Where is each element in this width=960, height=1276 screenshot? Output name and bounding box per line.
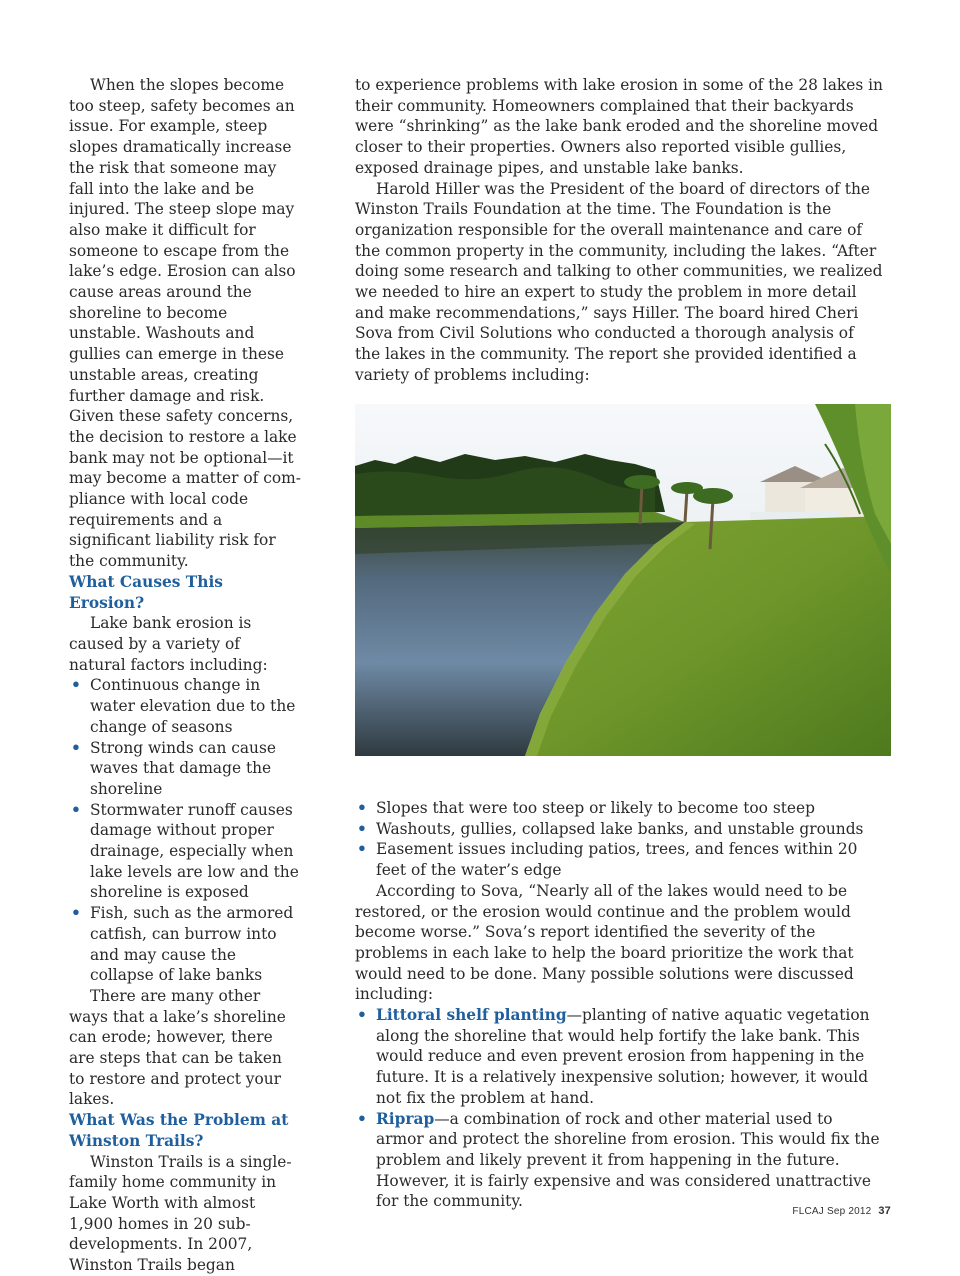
problem-paragraph: Winston Trails is a single-family home community in Lake Worth with almost 1,900 homes in 20 sub-developments. In 2007, Winston Trails began [69,1152,292,1275]
list-item: • Slopes that were too steep or likely to become too steep [355,798,883,819]
right-column-bottom [355,798,883,1212]
page-footer [792,1205,891,1217]
list-item [355,1005,883,1109]
list-item: • Easement issues including patios, trees, and fences within 20 feet of the water’s edge [355,839,883,880]
solution-term: Riprap [376,1109,435,1128]
heading-problem: What Was the Problem at Winston Trails? [69,1111,289,1150]
left-column [69,75,301,1276]
lake-photo-illustration [355,404,891,756]
solution-term: Littoral shelf planting [376,1006,567,1025]
problems-list [355,798,883,881]
continuation-paragraph: to experience problems with lake erosion in some of the 28 lakes in their community. Homeowners complained that their backyards were “shrinking” as the lake bank eroded and the shoreline moved closer to their properties. Owners also reported visible gullies, exposed drainage pipes, and unstable lake banks. [355,76,883,177]
list-item [355,1109,883,1213]
issue-date: Sep 2012 [826,1206,872,1217]
intro-paragraph: When the slopes become too steep, safety becomes an issue. For example, steep slopes dramatically increase the risk that someone may fall into the lake and be injured. The steep slope may also make it difficult for someone to escape from the lake’s edge. Erosion can also cause areas around the shoreline to become unstable. Washouts and gullies can emerge in these unstable areas, creating further damage and risk. Given these safety concerns, the decision to restore a lake bank may not be optional—it may become a matter of compliance with local code requirements and a significant liability risk for the community. [69,76,301,571]
causes-intro-paragraph: Lake bank erosion is caused by a variety of natural factors including: [69,614,268,674]
solution-text: —a combination of rock and other material used to armor and protect the shoreline from erosion. This would fix the problem and likely prevent it from happening in the future. However, it is fairly expensive and was considered unattractive for the community. [376,1109,880,1211]
solution-text: —planting of native aquatic vegetation along the shoreline that would help fortify the lake bank. This would reduce and even prevent erosion from happening in the future. It is a relatively inexpensive solution; however, it would not fix the problem at hand. [376,1006,870,1107]
publication-name: FLCAJ [792,1206,824,1217]
sova-paragraph: According to Sova, “Nearly all of the lakes would need to be restored, or the erosion would continue and the problem would become worse.” Sova’s report identified the severity of the problems in each lake to help the board prioritize the work that would need to be done. Many possible solutions were discussed including: [355,881,854,1004]
list-item: • Fish, such as the armored catfish, can burrow into and may cause the collapse of lake banks [69,903,301,986]
solutions-list [355,1005,883,1212]
heading-causes: What Causes This Erosion? [69,572,223,612]
causes-outro-paragraph: There are many other ways that a lake’s shoreline can erode; however, there are steps that can be taken to restore and protect your lakes. [69,986,286,1109]
list-item: • Washouts, gullies, collapsed lake banks, and unstable grounds [355,819,883,840]
page-number: 37 [878,1205,891,1217]
lake-shoreline-photo [355,404,891,756]
list-item: • Stormwater runoff causes damage without proper drainage, especially when lake levels are low and the shoreline is exposed [69,800,301,904]
list-item: • Strong winds can cause waves that damage the shoreline [69,738,301,800]
causes-list [69,675,301,986]
right-column-top [355,75,883,386]
list-item: • Continuous change in water elevation due to the change of seasons [69,675,301,737]
hiller-paragraph: Harold Hiller was the President of the board of directors of the Winston Trails Foundation at the time. The Foundation is the organization responsible for the overall maintenance and care of the common property in the community, including the lakes. “After doing some research and talking to other communities, we realized we needed to hire an expert to study the problem in more detail and make recommendations,” says Hiller. The board hired Cheri Sova from Civil Solutions who conducted a thorough analysis of the lakes in the community. The report she provided identified a variety of problems including: [355,179,883,384]
